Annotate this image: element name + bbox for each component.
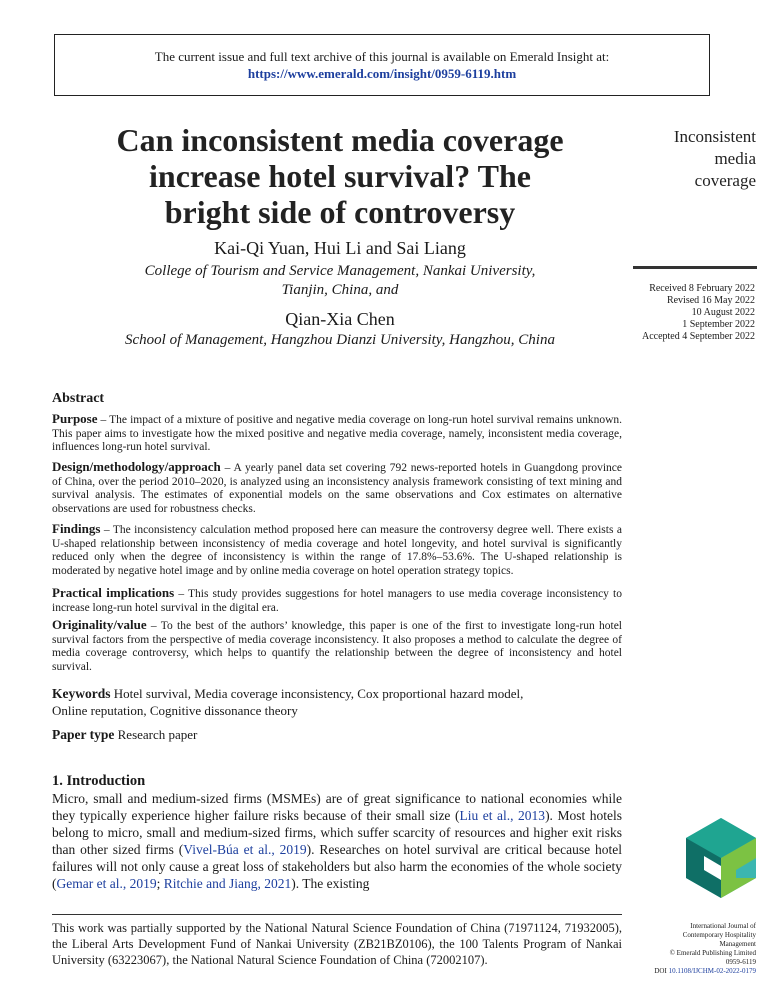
affiliation-2: School of Management, Hangzhou Dianzi University, Hangzhou, China (125, 332, 555, 348)
keywords-label: Keywords (52, 686, 111, 701)
submission-dates (620, 283, 755, 343)
originality-text: – To the best of the authors’ knowledge, this paper is one of the first to investigate long-run hotel survival factors from the perspective of media coverage inconsistency. It also proposes a method to calculate the degree of media coverage controversy, which helps to quantify the relationship between the degree of inconsistency and hotel survival. (52, 620, 622, 673)
paper-type (52, 726, 652, 743)
design-label: Design/methodology/approach (52, 459, 221, 474)
keywords-line-2: Online reputation, Cognitive dissonance theory (52, 703, 298, 718)
affiliation-1-line-2: Tianjin, China, and (281, 282, 399, 298)
issn: 0959-6119 (725, 958, 756, 966)
journal-name-3: Management (719, 940, 756, 948)
doi-link[interactable]: 10.1108/IJCHM-02-2022-0179 (668, 967, 756, 975)
keywords (52, 685, 652, 719)
banner-text: The current issue and full text archive of this journal is available on Emerald Insight at: (154, 49, 610, 64)
originality-label: Originality/value (52, 617, 147, 632)
abstract-heading: Abstract (52, 391, 105, 406)
dates-divider (633, 266, 757, 269)
affiliation-1-line-1: College of Tourism and Service Management, Nankai University, (144, 263, 536, 279)
citation-ritchie-jiang[interactable]: Ritchie and Jiang, 2021 (163, 876, 292, 891)
purpose-text: – The impact of a mixture of positive and negative media coverage on long-run hotel survival remains unknown. This paper aims to investigate how the mixed positive and negative media coverage, namely, inconsistent media coverage, influences long-run hotel survival. (52, 414, 622, 454)
publisher: © Emerald Publishing Limited (669, 949, 756, 957)
paper-title (40, 122, 640, 230)
keywords-line-1: Hotel survival, Media coverage inconsistency, Cox proportional hazard model, (110, 686, 524, 701)
purpose-label: Purpose (52, 411, 98, 426)
intro-text-3: ). Researches on hotel survival are critical because hotel failures will not only cause a great loss of stakeholders but also harm the economies of the whole society ( (52, 842, 622, 891)
citation-liu[interactable]: Liu et al., 2013 (459, 808, 546, 823)
running-title-line-3: coverage (694, 171, 756, 190)
introduction-heading: 1. Introduction (52, 773, 146, 789)
title-line-3: bright side of controversy (164, 194, 516, 230)
paper-type-label: Paper type (52, 727, 115, 742)
received-date: Received 8 February 2022 (649, 283, 755, 294)
intro-text-5: ). The existing (291, 876, 370, 891)
journal-name-2: Contemporary Hospitality (682, 931, 756, 939)
funding-footnote: This work was partially supported by the National Natural Science Foundation of China (71971124, 71932005), the Liberal Arts Development Fund of Nankai University (ZB21BZ0106), the 100 Talents Program of Nankai University (63223067), the National Natural Science Foundation of China (72002107). (52, 921, 622, 967)
revised-date-2: 10 August 2022 (691, 307, 755, 318)
abstract-findings (52, 522, 622, 578)
accepted-date: Accepted 4 September 2022 (641, 331, 755, 342)
title-line-1: Can inconsistent media coverage (116, 122, 564, 158)
practical-text: – This study provides suggestions for hotel managers to use media coverage inconsistency to increase long-run hotel survival in the digital era. (52, 588, 623, 614)
author-group-1: Kai-Qi Yuan, Hui Li and Sai Liang (214, 238, 466, 258)
journal-link[interactable]: https://www.emerald.com/insight/0959-6119.htm (247, 66, 517, 81)
revised-date-3: 1 September 2022 (682, 319, 755, 330)
revised-date-1: Revised 16 May 2022 (666, 295, 755, 306)
intro-text-2: ). Most hotels belong to micro, small and medium-sized firms, which suffer scarcity of resources and higher exit risks than other sized firms ( (52, 808, 623, 857)
findings-label: Findings (52, 521, 101, 536)
journal-name-1: International Journal of (690, 922, 756, 930)
author-group-2: Qian-Xia Chen (285, 309, 395, 329)
footnote-divider (52, 914, 622, 915)
affiliation-1 (60, 262, 620, 300)
practical-label: Practical implications (52, 585, 175, 600)
emerald-logo (686, 818, 756, 908)
doi-label: DOI (654, 967, 669, 975)
title-line-2: increase hotel survival? The (149, 158, 531, 194)
running-title-line-2: media (714, 149, 756, 168)
journal-info (630, 922, 756, 976)
paper-type-value: Research paper (114, 727, 198, 742)
running-title (620, 126, 756, 192)
abstract-practical (52, 586, 622, 615)
citation-gemar[interactable]: Gemar et al., 2019 (56, 876, 157, 891)
abstract-purpose (52, 412, 622, 455)
availability-banner (54, 34, 710, 96)
abstract-design (52, 460, 622, 516)
intro-text-1: Micro, small and medium-sized firms (MSMEs) are of great significance to national economies while they typically experience higher failure risks because of their small size ( (52, 791, 622, 823)
running-title-line-1: Inconsistent (673, 127, 756, 146)
intro-text-4: ; (156, 876, 164, 891)
introduction-text (52, 790, 622, 892)
design-text: – A yearly panel data set covering 792 news-reported hotels in Guangdong province of China, over the period 2010–2020, is analyzed using an inconsistency analysis framework consisting of text mining and survival analysis. The estimates of exponential models on the same observations and Cox estimates on alternative observations are used for robustness checks. (52, 462, 622, 515)
abstract-originality (52, 618, 622, 674)
findings-text: – The inconsistency calculation method proposed here can measure the controversy degree well. There exists a U-shaped relationship between inconsistency of media coverage and hotel longevity, and hotel survival is significantly reduced only when the degree of inconsistency is within the range of 17.8%–53.6%. The U-shaped relationship is moderated by negative hotel image and by online media coverage on hotel operation strategy topics. (52, 524, 622, 577)
citation-vivel-bua[interactable]: Vivel-Búa et al., 2019 (183, 842, 307, 857)
